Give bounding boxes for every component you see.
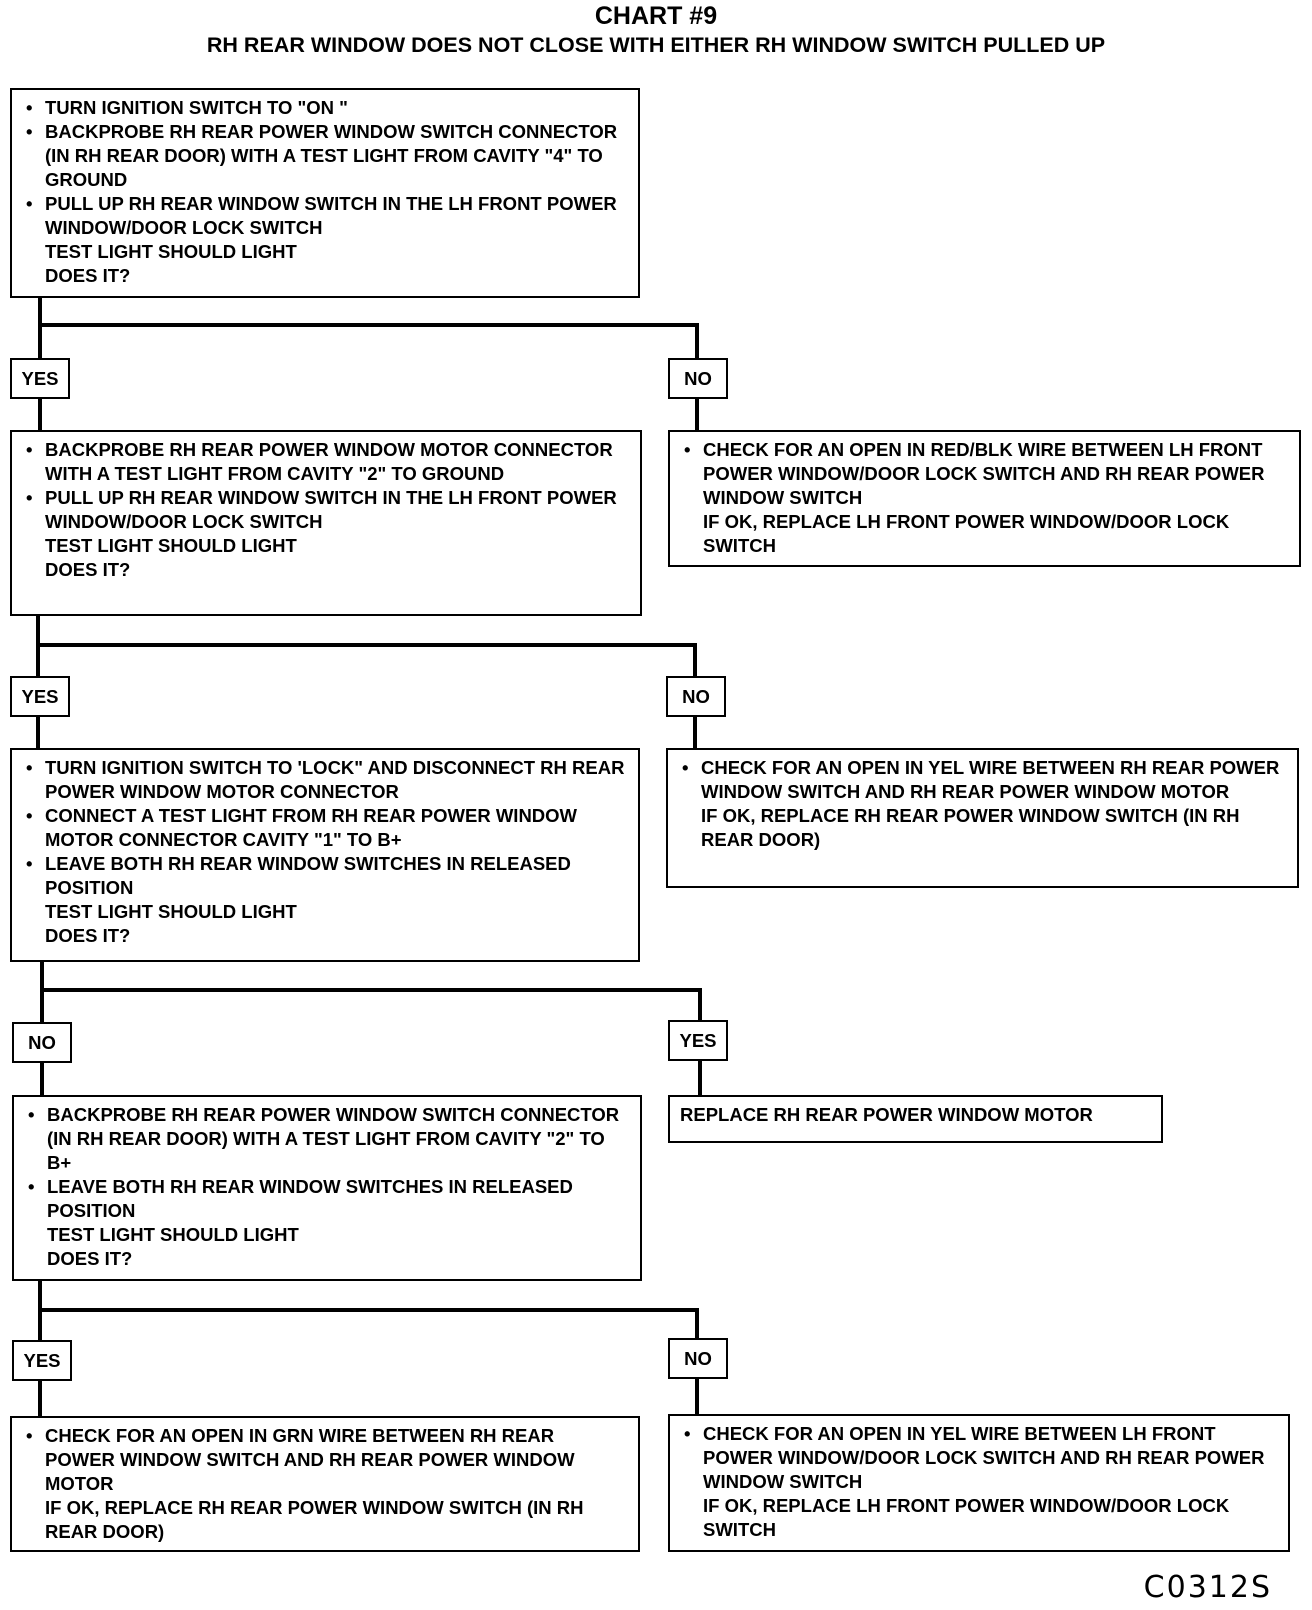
step3-no-label: NO bbox=[12, 1022, 72, 1063]
step3-bullet: • TURN IGNITION SWITCH TO 'LOCK" AND DISCONNECT RH REAR POWER WINDOW MOTOR CONNECTOR bbox=[22, 756, 628, 804]
step3-bullet: • CONNECT A TEST LIGHT FROM RH REAR POWER WINDOW MOTOR CONNECTOR CAVITY "1" TO B+ bbox=[22, 804, 628, 852]
step2-box bbox=[10, 430, 642, 616]
step4-yes-outcome-box bbox=[10, 1416, 640, 1552]
step1-question: DOES IT? bbox=[45, 265, 131, 286]
step2-bullet: • PULL UP RH REAR WINDOW SWITCH IN THE LH FRONT POWER WINDOW/DOOR LOCK SWITCH bbox=[22, 486, 630, 534]
step4-yes-outcome-note: IF OK, REPLACE RH REAR POWER WINDOW SWITCH (IN RH REAR DOOR) bbox=[45, 1497, 584, 1542]
chart-subtitle: RH REAR WINDOW DOES NOT CLOSE WITH EITHER RH WINDOW SWITCH PULLED UP bbox=[206, 33, 1106, 57]
step3-question: DOES IT? bbox=[45, 925, 131, 946]
figure-code: C0312S bbox=[1143, 1570, 1272, 1605]
step4-yes-outcome-bullet: • CHECK FOR AN OPEN IN GRN WIRE BETWEEN RH REAR POWER WINDOW SWITCH AND RH REAR POWER WINDOW MOTOR bbox=[22, 1424, 628, 1496]
step1-expected: TEST LIGHT SHOULD LIGHT bbox=[45, 241, 297, 262]
step2-question: DOES IT? bbox=[45, 559, 131, 580]
step4-no-label: NO bbox=[668, 1338, 728, 1379]
chart-title: CHART #9 bbox=[594, 2, 718, 30]
step1-no-outcome-note: IF OK, REPLACE LH FRONT POWER WINDOW/DOOR LOCK SWITCH bbox=[703, 511, 1230, 556]
step1-bullet: • TURN IGNITION SWITCH TO "ON " bbox=[22, 96, 628, 120]
step4-no-outcome-note: IF OK, REPLACE LH FRONT POWER WINDOW/DOOR LOCK SWITCH bbox=[703, 1495, 1230, 1540]
step3-yes-outcome-box bbox=[668, 1095, 1163, 1143]
step2-bullet: • BACKPROBE RH REAR POWER WINDOW MOTOR CONNECTOR WITH A TEST LIGHT FROM CAVITY "2" TO GROUND bbox=[22, 438, 630, 486]
step1-yes-label: YES bbox=[10, 358, 70, 399]
step4-expected: TEST LIGHT SHOULD LIGHT bbox=[47, 1224, 299, 1245]
step3-expected: TEST LIGHT SHOULD LIGHT bbox=[45, 901, 297, 922]
step1-bullet: • BACKPROBE RH REAR POWER WINDOW SWITCH CONNECTOR (IN RH REAR DOOR) WITH A TEST LIGHT FROM CAVITY "4" TO GROUND bbox=[22, 120, 628, 192]
step2-no-outcome-bullet: • CHECK FOR AN OPEN IN YEL WIRE BETWEEN RH REAR POWER WINDOW SWITCH AND RH REAR POWER WINDOW MOTOR bbox=[678, 756, 1287, 804]
step3-yes-label: YES bbox=[668, 1020, 728, 1061]
step4-yes-label: YES bbox=[12, 1340, 72, 1381]
step2-expected: TEST LIGHT SHOULD LIGHT bbox=[45, 535, 297, 556]
step4-no-outcome-box bbox=[668, 1414, 1290, 1552]
step3-yes-outcome-text: REPLACE RH REAR POWER WINDOW MOTOR bbox=[680, 1104, 1093, 1125]
step1-box bbox=[10, 88, 640, 298]
step1-bullet: • PULL UP RH REAR WINDOW SWITCH IN THE LH FRONT POWER WINDOW/DOOR LOCK SWITCH bbox=[22, 192, 628, 240]
step1-no-label: NO bbox=[668, 358, 728, 399]
step2-no-outcome-note: IF OK, REPLACE RH REAR POWER WINDOW SWITCH (IN RH REAR DOOR) bbox=[701, 805, 1240, 850]
step2-yes-label: YES bbox=[10, 676, 70, 717]
step4-no-outcome-bullet: • CHECK FOR AN OPEN IN YEL WIRE BETWEEN LH FRONT POWER WINDOW/DOOR LOCK SWITCH AND RH REAR POWER WINDOW SWITCH bbox=[680, 1422, 1278, 1494]
step2-no-outcome-box bbox=[666, 748, 1299, 888]
step4-box bbox=[12, 1095, 642, 1281]
step1-no-outcome-box bbox=[668, 430, 1301, 567]
step4-bullet: • LEAVE BOTH RH REAR WINDOW SWITCHES IN RELEASED POSITION bbox=[24, 1175, 630, 1223]
step3-box bbox=[10, 748, 640, 962]
step2-no-label: NO bbox=[666, 676, 726, 717]
step4-question: DOES IT? bbox=[47, 1248, 133, 1269]
step3-bullet: • LEAVE BOTH RH REAR WINDOW SWITCHES IN RELEASED POSITION bbox=[22, 852, 628, 900]
step4-bullet: • BACKPROBE RH REAR POWER WINDOW SWITCH CONNECTOR (IN RH REAR DOOR) WITH A TEST LIGHT FROM CAVITY "2" TO B+ bbox=[24, 1103, 630, 1175]
step1-no-outcome-bullet: • CHECK FOR AN OPEN IN RED/BLK WIRE BETWEEN LH FRONT POWER WINDOW/DOOR LOCK SWITCH AND RH REAR POWER WINDOW SWITCH bbox=[680, 438, 1289, 510]
